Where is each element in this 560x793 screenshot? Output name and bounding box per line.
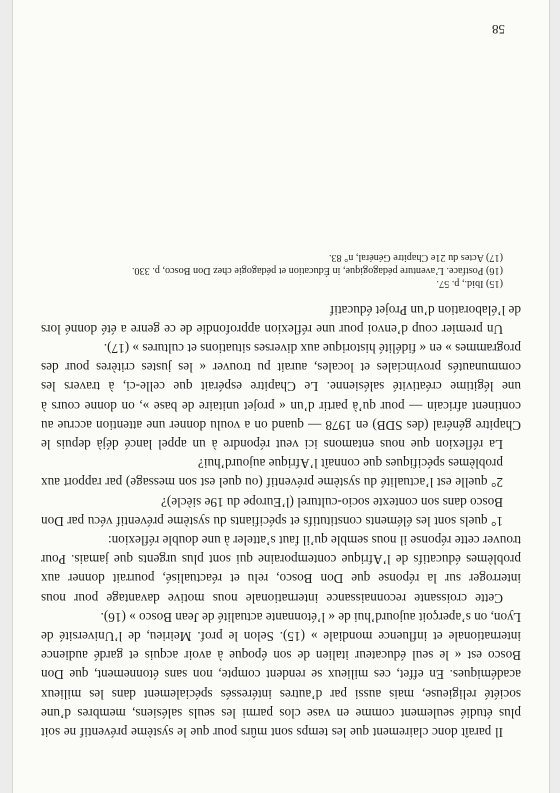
footnote-text: Actes du 21e Chapitre Général, n° 83. [328, 252, 485, 264]
paragraph-3: La réflexion que nous entamons ici veut répondre à un appel lancé déjà depuis le Chapitre général (des SDB) en 1978 — quand on a voulu donner une attention accrue au continent africain — pour qu’à partir d’un « projet unitaire de base », on donne cours à une légitime créativité salésienne. Le Chapitre espérait que celle-ci, à travers les communautés provinciales et locales, aurait pu trouver « les justes critères pour des programmes » en « fidélité historique aux diverses situations et cultures » (17). [41, 340, 521, 452]
list-item-1: 1° quels sont les éléments constitutifs et spécifiants du système préventif vécu par Don Bosco dans son contexte socio-culturel (l’Europe du 19e siècle)? [41, 494, 503, 529]
paragraph-4: Un premier coup d’envoi pour une réflexion approfondie de ce genre a été donné lors de l’élaboration d’un Projet éducatif [41, 302, 521, 337]
paragraph-1: Il paraît donc clairement que les temps sont mûrs pour que le système préventif ne soit plus étudié seulement comme en vase clos parmi les seuls salésiens, membres d’une société religieuse, mais aussi par d’autres intéressés spécialement dans les milieux académiques. En effet, ces milieux se rendent compte, non sans étonnement, que Don Bosco est « le seul éducateur italien de son époque à avoir acquis et gardé audience internationale et influence mondiale » (15). Selon le prof. Meirieu, de l’Université de Lyon, on s’aperçoit aujourd’hui de « l’étonnante actualité de Jean Bosco » (16). [41, 609, 521, 740]
scanned-page [12, 0, 550, 793]
footnote-15 [41, 277, 521, 290]
footnote-number: (15) [486, 278, 503, 290]
footnote-number: (16) [486, 265, 503, 277]
page-text-block [41, 22, 521, 742]
footnotes [41, 251, 521, 290]
footnote-17 [41, 251, 521, 264]
page-number: 58 [492, 22, 505, 38]
list-item-2: 2° quelle est l’actualité du système préventif (ou quel est son message) par rapport aux problèmes spécifiques que connaît l’Afrique aujourd’hui? [41, 456, 503, 491]
footnote-number: (17) [486, 252, 503, 264]
footnote-16 [41, 264, 521, 277]
paragraph-2: Cette croissante reconnaissance internationale nous motive davantage pour nous interroger sur la réponse que Don Bosco, relu et réactualisé, pourrait donner aux problèmes éducatifs de l’Afrique contemporaine qui sont plus urgents que jamais. Pour trouver cette réponse il nous semble qu’il faut s’atteler à une double réflexion: [41, 532, 521, 606]
footnote-text: Ibid., p. 57. [436, 278, 484, 290]
footnote-text: Postface. L’aventure pédagogique, in Éducation et pédagogie chez Don Bosco, p. 330. [131, 265, 484, 277]
